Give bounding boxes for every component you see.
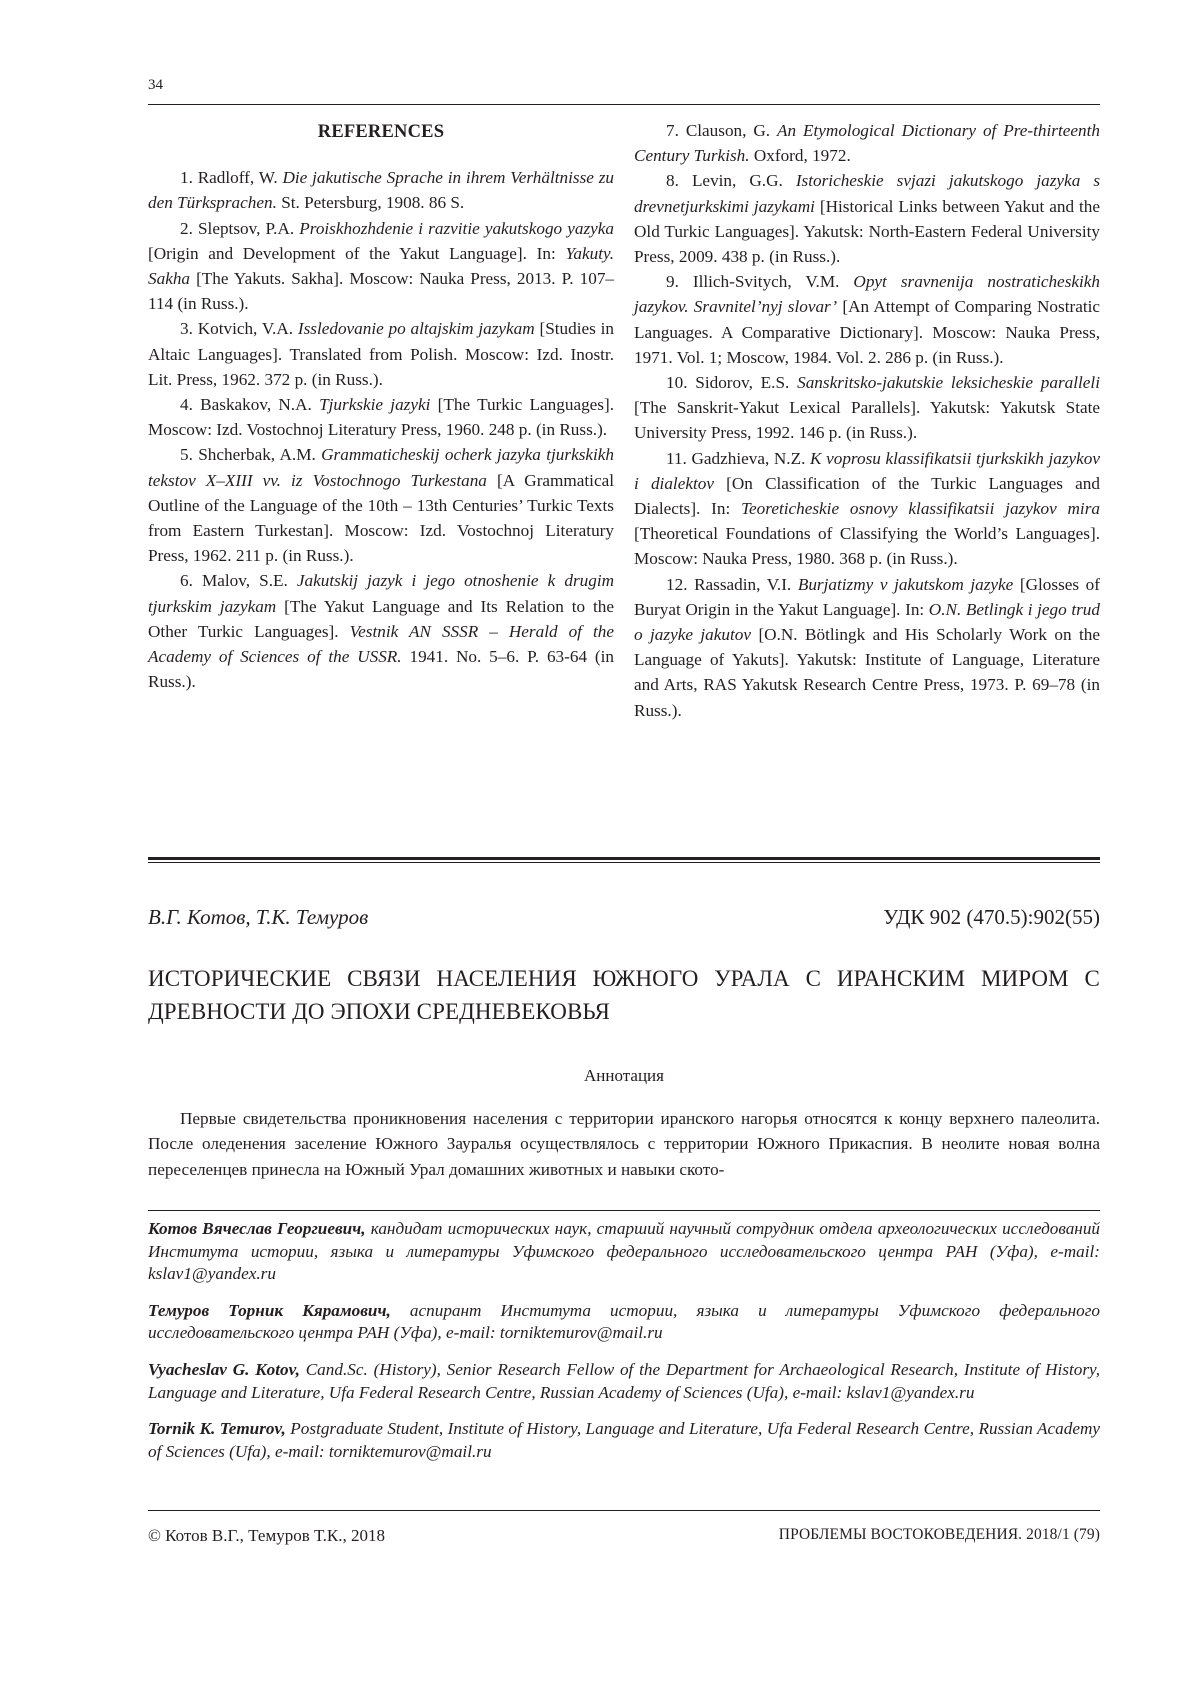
reference-author: Baskakov, N.A.	[200, 395, 312, 415]
reference-author: Levin, G.G.	[691, 171, 783, 191]
reference-title: Istoricheskie svjazi jakutskogo jazyka s drevnetjurkskimi jazykami	[634, 171, 1101, 216]
author-notes	[148, 1218, 1100, 1477]
reference-number: 12.	[666, 574, 688, 594]
reference-title: Opyt sravnenija nostraticheskikh jazykov. Sravnitel’nyj slovar’	[634, 272, 1101, 317]
reference-item	[634, 168, 1100, 269]
page-number: 34	[148, 77, 163, 93]
reference-author: Radloff, W.	[197, 168, 278, 188]
reference-title: Die jakutische Sprache in ihrem Verhältnisse zu den Türksprachen.	[148, 168, 615, 213]
reference-item	[148, 165, 614, 215]
reference-author: Sleptsov, P.A.	[198, 218, 295, 238]
reference-title: K voprosu klassifikatsii tjurkskikh jazykov i dialektov	[634, 448, 1100, 493]
reference-item	[148, 568, 614, 694]
reference-title: An Etymological Dictionary of Pre-thirteenth Century Turkish.	[634, 121, 1100, 166]
reference-title: Burjatizmy v jakutskom jazyke	[797, 574, 1014, 594]
reference-author: Illich-Svitych, V.M.	[692, 272, 840, 292]
reference-item	[634, 118, 1100, 168]
author-note-text: Postgraduate Student, Institute of History, Language and Literature, Ufa Federal Research Centre, Russian Academy of Sciences (Ufa), e-mail: torniktemurov@mail.ru	[148, 1419, 1101, 1461]
reference-details: [The Yakut Language and Its Relation to the Other Turkic Languages].	[148, 596, 615, 641]
reference-author: Gadzhieva, N.Z.	[691, 448, 806, 468]
reference-number: 8.	[666, 171, 679, 191]
author-note	[148, 1300, 1100, 1345]
author-note	[148, 1218, 1100, 1286]
reference-number: 1.	[180, 168, 193, 188]
reference-number: 7.	[666, 121, 679, 140]
reference-author: Kotvich, V.A.	[197, 319, 294, 339]
abstract-text: Первые свидетельства проникновения населения с территории иранского нагорья относятся к концу верхнего палеолита. После оледенения заселение Южного Зауралья осуществлялось с территории Южного Прикаспия. В неолите новая волна переселенцев принесла на Южный Урал домашних животных и навыки ското-	[148, 1109, 1100, 1179]
reference-item	[634, 269, 1100, 370]
reference-source-title: Teoreticheskie osnovy klassifikatsii jazykov mira	[741, 499, 1100, 519]
copyright: © Котов В.Г., Темуров Т.К., 2018	[148, 1526, 386, 1545]
article-title: ИСТОРИЧЕСКИЕ СВЯЗИ НАСЕЛЕНИЯ ЮЖНОГО УРАЛА С ИРАНСКИМ МИРОМ С ДРЕВНОСТИ ДО ЭПОХИ СРЕДНЕВЕКОВЬЯ	[148, 966, 1100, 1024]
footer-rule	[148, 1510, 1100, 1511]
reference-author: Malov, S.E.	[202, 571, 288, 591]
abstract-heading: Аннотация	[584, 1066, 664, 1085]
reference-number: 6.	[180, 571, 193, 591]
reference-source-details: 1941. No. 5–6. P. 63-64 (in Russ.).	[148, 647, 614, 692]
reference-item	[148, 216, 614, 317]
reference-details: [An Attempt of Comparing Nostratic Languages. A Comparative Dictionary]. Moscow: Nauka Press, 1971. Vol. 1; Moscow, 1984. Vol. 2. 286 p. (in Russ.).	[634, 297, 1101, 367]
author-note-name: Tornik K. Temurov,	[148, 1419, 286, 1439]
author-note-text: кандидат исторических наук, старший научный сотрудник отдела археологических исследований Института истории, языка и литературы Уфимского федерального исследовательского центра РАН (Уфа), e-mail: kslav1@yandex.ru	[148, 1219, 1101, 1284]
header-rule	[148, 104, 1100, 105]
reference-source-details: [Theoretical Foundations of Classifying the World’s Languages]. Moscow: Nauka Press, 1980. 368 p. (in Russ.).	[634, 524, 1100, 569]
references-column-right	[634, 118, 1100, 723]
reference-number: 9.	[666, 272, 679, 292]
reference-source-title: O.N. Betlingk i jego trud o jazyke jakutov	[634, 599, 1100, 645]
reference-author: Rassadin, V.I.	[694, 574, 792, 594]
reference-title: Proiskhozhdenie i razvitie yakutskogo yazyka	[299, 218, 615, 238]
reference-number: 2.	[180, 218, 193, 238]
section-divider	[148, 857, 1100, 863]
reference-source-title: Vestnik AN SSSR – Herald of the Academy of Sciences of the USSR.	[148, 621, 614, 667]
reference-number: 11.	[666, 448, 687, 468]
author-note	[148, 1418, 1100, 1463]
reference-number: 10.	[666, 373, 688, 393]
reference-source-details: [The Yakuts. Sakha]. Moscow: Nauka Press, 2013. P. 107–114 (in Russ.).	[148, 269, 615, 314]
notes-rule	[148, 1210, 1100, 1211]
reference-details: [On Classification of the Turkic Languages and Dialects]. In:	[634, 473, 1100, 519]
references-column-left	[148, 118, 614, 694]
reference-details: [Studies in Altaic Languages]. Translated from Polish. Moscow: Izd. Inostr. Lit. Press, 1962. 372 p. (in Russ.).	[148, 319, 614, 389]
reference-details: [A Grammatical Outline of the Language of the 10th – 13th Centuries’ Turkic Texts from Eastern Turkestan]. Moscow: Izd. Vostochnoj Literatury Press, 1962. 211 p. (in Russ.).	[148, 470, 614, 566]
author-note	[148, 1359, 1100, 1404]
references-heading: REFERENCES	[317, 122, 445, 142]
author-note-text: аспирант Института истории, языка и литературы Уфимского федерального исследовательского центра РАН (Уфа), e-mail: torniktemurov@mail.ru	[148, 1300, 1100, 1343]
reference-title: Issledovanie po altajskim jazykam	[297, 319, 535, 339]
reference-source-title: Yakuty. Sakha	[148, 243, 614, 289]
reference-item	[148, 442, 614, 568]
reference-details: St. Petersburg, 1908. 86 S.	[281, 193, 465, 213]
reference-item	[148, 392, 614, 442]
reference-title: Jakutskij jazyk i jego otnoshenie k drugim tjurkskim jazykam	[148, 571, 615, 616]
author-note-name: Vyacheslav G. Kotov,	[148, 1359, 300, 1379]
reference-details: [The Turkic Languages]. Moscow: Izd. Vostochnoj Literatury Press, 1960. 248 p. (in Russ.).	[148, 395, 615, 440]
reference-details: [The Sanskrit-Yakut Lexical Parallels]. Yakutsk: Yakutsk State University Press, 1992. 146 p. (in Russ.).	[634, 398, 1100, 443]
article-authors: В.Г. Котов, Т.К. Темуров	[148, 905, 369, 929]
author-note-text: Cand.Sc. (History), Senior Research Fellow of the Department for Archaeological Research, Institute of History, Language and Literature, Ufa Federal Research Centre, Russian Academy of Sciences (Ufa), e-mail: kslav1@yandex.ru	[148, 1359, 1101, 1402]
reference-author: Sidorov, E.S.	[695, 373, 790, 393]
reference-item	[634, 572, 1100, 723]
journal-issue: ПРОБЛЕМЫ ВОСТОКОВЕДЕНИЯ. 2018/1 (79)	[778, 1526, 1100, 1543]
reference-item	[148, 316, 614, 392]
reference-number: 5.	[180, 445, 193, 465]
reference-title: Tjurkskie jazyki	[319, 395, 431, 415]
reference-number: 4.	[180, 395, 193, 415]
reference-details: [Glosses of Buryat Origin in the Yakut Language]. In:	[634, 574, 1100, 619]
author-note-name: Котов Вячеслав Георгиевич,	[148, 1219, 366, 1238]
udk-code: УДК 902 (470.5):902(55)	[883, 905, 1100, 929]
author-note-name: Темуров Торник Кярамович,	[148, 1300, 391, 1320]
reference-title: Grammaticheskij ocherk jazyka tjurkskikh tekstov X–XIII vv. iz Vostochnogo Turkestana	[148, 445, 615, 490]
reference-details: [Historical Links between Yakut and the Old Turkic Languages]. Yakutsk: North-Eastern Federal University Press, 2009. 438 p. (in Russ.).	[634, 196, 1100, 267]
reference-source-details: [O.N. Bötlingk and His Scholarly Work on the Language of Yakuts]. Yakutsk: Institute of Language, Literature and Arts, RAS Yakutsk Research Centre Press, 1973. P. 69–78 (in Russ.).	[634, 625, 1100, 720]
reference-title: Sanskritsko-jakutskie leksicheskie paralleli	[797, 373, 1100, 393]
reference-author: Shcherbak, A.M.	[198, 445, 316, 465]
reference-number: 3.	[180, 319, 193, 339]
reference-details: Oxford, 1972.	[753, 146, 851, 166]
reference-item	[634, 446, 1100, 572]
reference-author: Clauson, G.	[685, 121, 771, 140]
reference-details: [Origin and Development of the Yakut Language]. In:	[148, 243, 556, 263]
reference-item	[634, 370, 1100, 446]
